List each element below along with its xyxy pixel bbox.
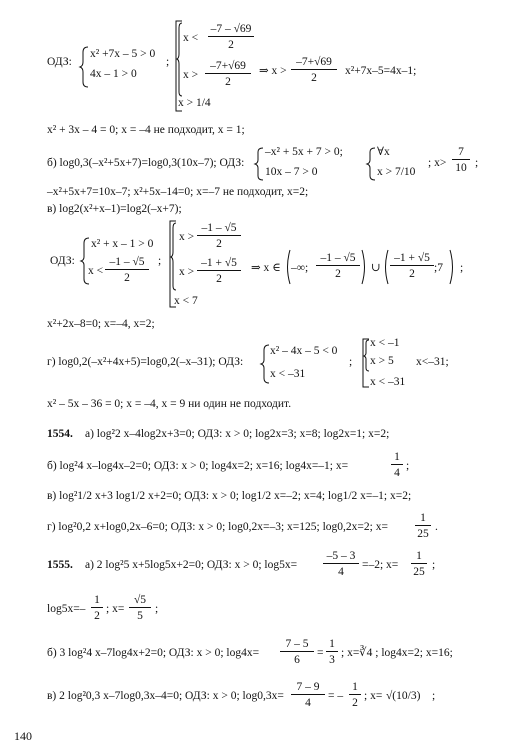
fraction-denominator: 4 bbox=[394, 467, 400, 479]
separator: ; bbox=[432, 559, 436, 571]
fraction-bar bbox=[316, 265, 360, 266]
fraction-denominator: 3 bbox=[329, 654, 335, 666]
fraction-denominator: 25 bbox=[417, 528, 429, 540]
fraction-bar bbox=[326, 651, 338, 652]
fraction-numerator: –7+√69 bbox=[210, 60, 246, 72]
system-line: x² +7x – 5 > 0 bbox=[90, 48, 156, 60]
fraction-numerator: 7 – 5 bbox=[285, 638, 309, 650]
separator: ; bbox=[475, 157, 479, 169]
fraction-numerator: –5 – 3 bbox=[326, 550, 356, 562]
problem-1554-a: а) log²2 x–4log2x+3=0; ОДЗ: x > 0; log2x=3; x=8; log2x=1; x=2; bbox=[85, 428, 390, 440]
fraction-numerator: 7 bbox=[458, 146, 464, 158]
condition: x > 5 bbox=[370, 355, 394, 367]
fraction-denominator: 2 bbox=[216, 273, 222, 285]
equation: = bbox=[317, 647, 324, 659]
system-line: x² – 4x – 5 < 0 bbox=[270, 345, 338, 357]
odz-label: ОДЗ: bbox=[50, 255, 75, 267]
condition: x < –31 bbox=[370, 376, 406, 388]
fraction-bar bbox=[291, 69, 337, 70]
result: ; x> bbox=[428, 157, 447, 169]
fraction-numerator: –1 + √5 bbox=[201, 257, 237, 269]
problem-1555-b: б) 3 log²4 x–7log4x+2=0; ОДЗ: x > 0; log4x= bbox=[47, 647, 260, 659]
system-brace bbox=[357, 338, 371, 388]
system-line: x < –31 bbox=[270, 368, 306, 380]
system-brace bbox=[80, 46, 90, 88]
fraction-bar bbox=[129, 607, 151, 608]
problem-number: 1554. bbox=[47, 428, 73, 440]
fraction-denominator: 2 bbox=[335, 268, 341, 280]
union-sign: ∪ bbox=[371, 262, 381, 274]
fraction-denominator: 2 bbox=[94, 610, 100, 622]
fraction-denominator: 6 bbox=[294, 654, 300, 666]
fraction-denominator: 25 bbox=[413, 566, 425, 578]
condition: x < bbox=[183, 32, 199, 44]
solution-line: x² – 5x – 36 = 0; x = –4, x = 9 ни один не подходит. bbox=[47, 398, 292, 410]
fraction-denominator: 4 bbox=[305, 697, 311, 709]
fraction-bar bbox=[208, 36, 254, 37]
task-g: г) log0,2(–x²+4x+5)=log0,2(–x–31); ОДЗ: bbox=[47, 356, 244, 368]
fraction-bar bbox=[197, 270, 241, 271]
fraction-numerator: –7+√69 bbox=[296, 56, 332, 68]
solution-line: x² + 3x – 4 = 0; x = –4 не подходит, x = 1; bbox=[47, 124, 245, 136]
odz-label: ОДЗ: bbox=[47, 56, 72, 68]
interval-text: ;7 bbox=[434, 262, 443, 274]
fraction-bar bbox=[390, 265, 434, 266]
problem-number: 1555. bbox=[47, 559, 73, 571]
fraction-bar bbox=[280, 651, 314, 652]
system-brace bbox=[255, 147, 265, 181]
equation: ; x= bbox=[364, 690, 383, 702]
fraction-numerator: –1 – √5 bbox=[201, 222, 237, 234]
paren-open bbox=[383, 249, 389, 285]
fraction-numerator: –1 – √5 bbox=[109, 256, 145, 268]
condition: x < 7 bbox=[174, 295, 198, 307]
separator: ; bbox=[349, 356, 353, 368]
condition: x > bbox=[179, 266, 195, 278]
system-brace bbox=[367, 147, 377, 181]
equation: = – bbox=[328, 690, 344, 702]
fraction-denominator: 2 bbox=[352, 697, 358, 709]
interval-text: –∞; bbox=[291, 262, 309, 274]
fraction-numerator: 1 bbox=[394, 451, 400, 463]
equation: ; x=∛4 ; log4x=2; x=16; bbox=[341, 647, 453, 659]
problem-1555-a-cont: log5x=– bbox=[47, 603, 86, 615]
fraction-numerator: –1 – √5 bbox=[320, 252, 356, 264]
fraction-bar bbox=[411, 563, 427, 564]
fraction-bar bbox=[91, 607, 103, 608]
separator: ; bbox=[460, 262, 464, 274]
separator: ; bbox=[155, 603, 159, 615]
equation: =–2; x= bbox=[362, 559, 399, 571]
implication: ⇒ x > bbox=[259, 65, 287, 77]
result: x<–31; bbox=[416, 356, 449, 368]
system-line: x > 7/10 bbox=[377, 166, 416, 178]
fraction-bar bbox=[323, 563, 359, 564]
equation: ; x= bbox=[106, 603, 125, 615]
equation: x²+7x–5=4x–1; bbox=[345, 65, 417, 77]
fraction-numerator: 1 bbox=[329, 638, 335, 650]
fraction-numerator: 1 bbox=[352, 681, 358, 693]
problem-1555-v: в) 2 log²0,3 x–7log0,3x–4=0; ОДЗ: x > 0; log0,3x= bbox=[47, 690, 284, 702]
fraction-bar bbox=[452, 159, 470, 160]
fraction-numerator: √5 bbox=[133, 594, 147, 606]
solution-line: –x²+5x+7=10x–7; x²+5x–14=0; x=–7 не подходит, x=2; bbox=[47, 186, 309, 198]
task-b: б) log0,3(–x²+5x+7)=log0,3(10x–7); ОДЗ: bbox=[47, 157, 245, 169]
condition: x < –1 bbox=[370, 337, 400, 349]
fraction-bar bbox=[349, 694, 361, 695]
fraction-denominator: 10 bbox=[455, 162, 467, 174]
system-line: –x² + 5x + 7 > 0; bbox=[265, 146, 343, 158]
system-line: ∀x bbox=[377, 146, 390, 158]
fraction-numerator: 7 – 9 bbox=[296, 681, 320, 693]
fraction-bar bbox=[197, 235, 241, 236]
condition: x > 1/4 bbox=[178, 97, 211, 109]
fraction-numerator: –1 + √5 bbox=[394, 252, 430, 264]
fraction-numerator: –7 – √69 bbox=[210, 23, 252, 35]
separator: . bbox=[435, 521, 438, 533]
problem-1554-b: б) log²4 x–log4x–2=0; ОДЗ: x > 0; log4x=2; x=16; log4x=–1; x= bbox=[47, 460, 349, 472]
page-number: 140 bbox=[14, 729, 32, 743]
fraction-bar bbox=[105, 269, 149, 270]
fraction-bar bbox=[291, 694, 325, 695]
fraction-denominator: 5 bbox=[137, 610, 143, 622]
fraction-numerator: 1 bbox=[420, 512, 426, 524]
problem-1554-g: г) log²0,2 x+log0,2x–6=0; ОДЗ: x > 0; log0,2x=–3; x=125; log0,2x=2; x= bbox=[47, 521, 388, 533]
fraction-bar bbox=[391, 464, 403, 465]
solution-line: x²+2x–8=0; x=–4, x=2; bbox=[47, 318, 155, 330]
separator: ; bbox=[158, 255, 162, 267]
system-line: 4x – 1 > 0 bbox=[90, 68, 137, 80]
paren-close bbox=[449, 249, 455, 285]
separator: ; bbox=[432, 690, 436, 702]
system-line: x < bbox=[88, 265, 104, 277]
sqrt-expression: √(10/3) bbox=[386, 690, 421, 702]
implication: ⇒ x ∈ bbox=[251, 262, 281, 274]
fraction-denominator: 4 bbox=[338, 566, 344, 578]
task-v: в) log2(x²+x–1)=log2(–x+7); bbox=[47, 203, 182, 215]
paren-close bbox=[361, 249, 367, 285]
problem-1554-v: в) log²1/2 x+3 log1/2 x+2=0; ОДЗ: x > 0; log1/2 x=–2; x=4; log1/2 x=–1; x=2; bbox=[47, 490, 412, 502]
system-line: 10x – 7 > 0 bbox=[265, 166, 318, 178]
separator: ; bbox=[406, 460, 410, 472]
fraction-denominator: 2 bbox=[225, 76, 231, 88]
fraction-bar bbox=[415, 525, 431, 526]
fraction-denominator: 2 bbox=[216, 238, 222, 250]
condition: x > bbox=[179, 231, 195, 243]
separator: ; bbox=[166, 56, 170, 68]
fraction-denominator: 2 bbox=[409, 268, 415, 280]
fraction-bar bbox=[205, 73, 251, 74]
problem-1555-a: а) 2 log²5 x+5log5x+2=0; ОДЗ: x > 0; log5x= bbox=[85, 559, 298, 571]
fraction-numerator: 1 bbox=[94, 594, 100, 606]
fraction-denominator: 2 bbox=[228, 39, 234, 51]
system-line: x² + x – 1 > 0 bbox=[91, 238, 154, 250]
fraction-numerator: 1 bbox=[416, 550, 422, 562]
system-brace bbox=[81, 237, 91, 285]
condition: x > bbox=[183, 69, 199, 81]
fraction-denominator: 2 bbox=[311, 72, 317, 84]
fraction-denominator: 2 bbox=[124, 272, 130, 284]
